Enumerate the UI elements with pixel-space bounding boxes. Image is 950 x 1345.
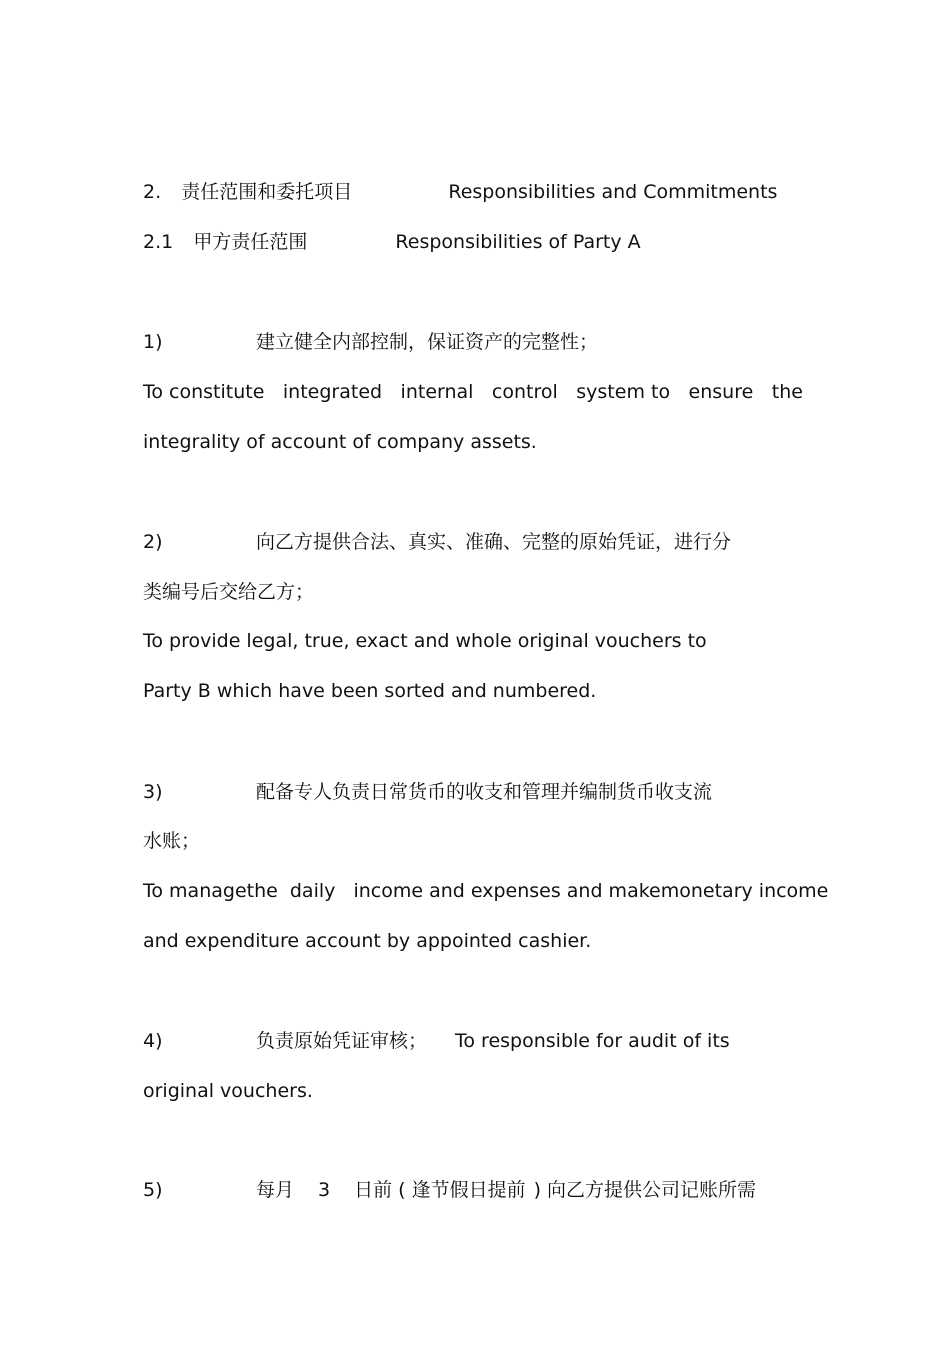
item-3-en-line-2: and expenditure account by appointed cashier. <box>143 930 592 952</box>
subsection-heading <box>143 230 641 254</box>
item-3-en-segment: income and expenses and make <box>353 880 661 902</box>
item-1-en-word: To constitute <box>143 381 265 403</box>
item-1-en-word: integrated <box>282 381 383 403</box>
item-1-en-word: system to <box>576 381 671 403</box>
item-3-number: 3) <box>143 781 163 803</box>
section-heading <box>143 180 777 204</box>
item-3-cn-text: 配备专人负责日常货币的收支和管理并编制货币收支流 <box>256 781 713 803</box>
item-2-en-line-1: To provide legal, true, exact and whole original vouchers to <box>143 630 707 652</box>
item-5-cn-segment: 日前 ( 逢节假日提前 <box>354 1179 526 1201</box>
item-3-cn-line-1 <box>143 780 712 804</box>
subsection-title-cn: 甲方责任范围 <box>193 231 308 253</box>
item-4-cn-text: 负责原始凭证审核； <box>256 1030 428 1052</box>
item-4-en-text: To responsible for audit of its <box>455 1030 730 1052</box>
section-number: 2. <box>143 181 162 203</box>
item-1-en-word: ensure <box>688 381 754 403</box>
item-1-cn <box>143 330 598 354</box>
section-title-en: Responsibilities and Commitments <box>448 181 778 203</box>
item-3-en-segment: the <box>246 880 278 902</box>
item-5-cn-segment: 每月 <box>256 1179 295 1201</box>
item-2-number: 2) <box>143 531 163 553</box>
section-title-cn: 责任范围和委托项目 <box>181 181 353 203</box>
item-2-cn-text: 向乙方提供合法、真实、准确、完整的原始凭证，进行分 <box>256 531 732 553</box>
item-3-en-segment: To manage <box>143 880 247 902</box>
item-1-cn-text: 建立健全内部控制，保证资产的完整性； <box>256 331 599 353</box>
item-3-cn-line-2: 水账； <box>143 830 201 852</box>
item-5-line-1 <box>143 1178 756 1202</box>
item-2-en-line-2: Party B which have been sorted and numbered. <box>143 680 597 702</box>
item-4-line-2: original vouchers. <box>143 1080 313 1102</box>
item-3-en-segment: daily <box>289 880 336 902</box>
item-5-number: 5) <box>143 1179 163 1201</box>
item-3-en-line-1 <box>143 879 828 903</box>
item-2-cn-line-1 <box>143 530 731 554</box>
item-1-en-word: the <box>771 381 803 403</box>
item-1-en-line-2: integrality of account of company assets. <box>143 431 537 453</box>
item-5-cn-segment: ) 向乙方提供公司记账所需 <box>533 1179 757 1201</box>
subsection-number: 2.1 <box>143 231 174 253</box>
item-4-line-1 <box>143 1029 730 1053</box>
item-2-cn-line-2: 类编号后交给乙方； <box>143 581 315 603</box>
subsection-title-en: Responsibilities of Party A <box>395 231 641 253</box>
item-5-cn-segment: 3 <box>318 1179 331 1201</box>
item-4-number: 4) <box>143 1030 163 1052</box>
item-1-en-line-1 <box>143 380 803 404</box>
item-1-en-word: control <box>491 381 558 403</box>
item-1-number: 1) <box>143 331 163 353</box>
item-1-en-word: internal <box>400 381 474 403</box>
item-3-en-segment: monetary income <box>660 880 829 902</box>
